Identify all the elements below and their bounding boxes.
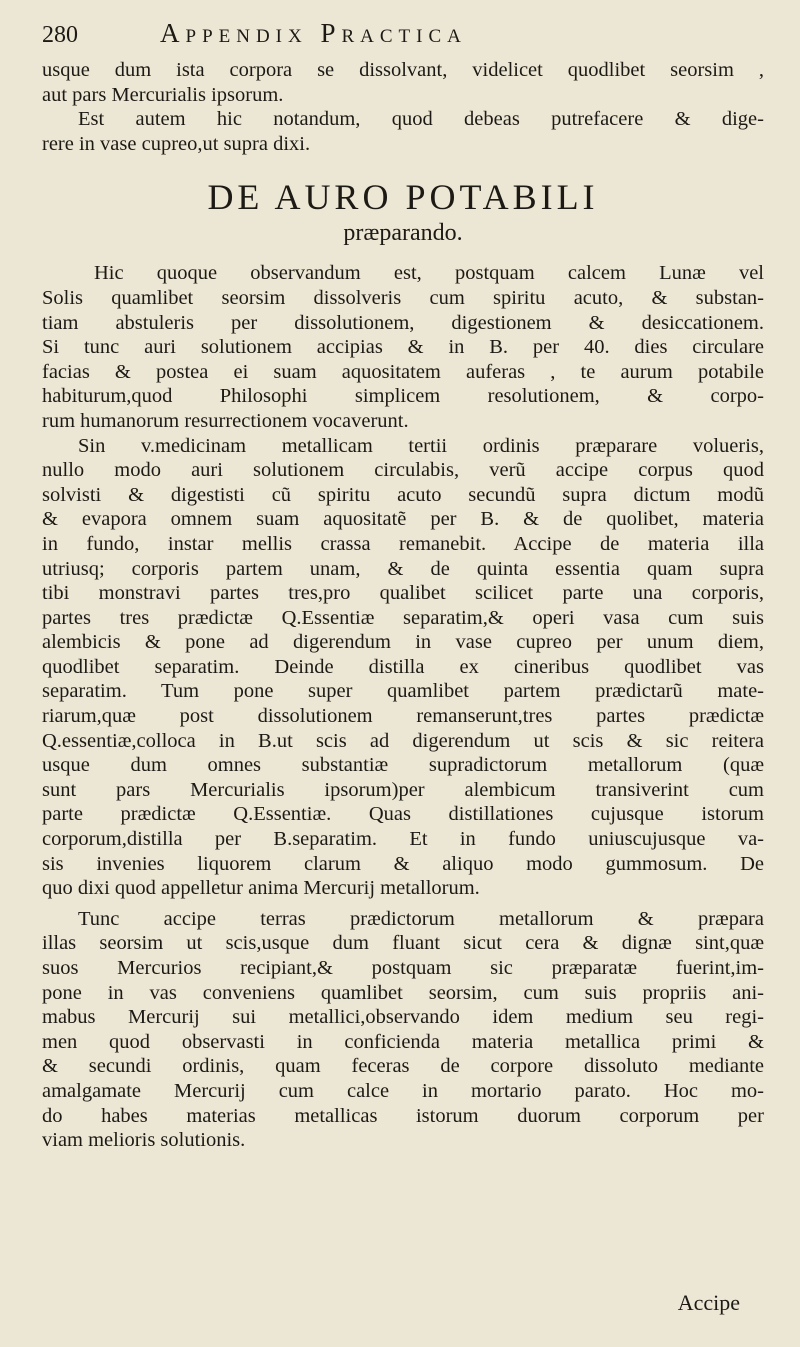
paragraph-3 (42, 907, 764, 1153)
text-line: sunt pars Mercurialis ipsorum)per alembicum transiverint cum (42, 778, 764, 801)
text-line: utriusq; corporis partem unam, & de quinta essentia quam supra (42, 557, 764, 580)
text-line: habiturum,quod Philosophi simplicem resolutionem, & corpo- (42, 385, 764, 408)
text-line: viam melioris solutionis. (42, 1129, 246, 1152)
section-title: DE AURO POTABILI (207, 177, 599, 218)
text-line: illas seorsim ut scis,usque dum fluant sicut cera & dignæ sint,quæ (42, 932, 764, 955)
text-line: amalgamate Mercurij cum calce in mortario parato. Hoc mo- (42, 1079, 764, 1102)
text-line: partes tres prædictæ Q.Essentiæ separatim,& operi vasa cum suis (42, 606, 764, 629)
page-header (42, 18, 764, 58)
intro-text (42, 58, 764, 156)
running-head: Appendix Practica (160, 18, 467, 48)
page-number: 280 (42, 22, 78, 48)
text-line: Tunc accipe terras prædictorum metallorum & præpara (78, 907, 764, 930)
text-line: quodlibet separatim. Deinde distilla ex cineribus quodlibet vas (42, 655, 764, 678)
text-line: tiam abstuleris per dissolutionem, digestionem & desiccationem. (42, 311, 764, 334)
text-line: & secundi ordinis, quam feceras de corpore dissoluto mediante (42, 1055, 764, 1078)
text-line: corporum,distilla per B.separatim. Et in fundo uniuscujusque va- (42, 828, 764, 851)
catchword: Accipe (677, 1290, 740, 1315)
section-subtitle: præparando. (343, 220, 463, 247)
text-line: & evapora omnem suam aquositatẽ per B. & de quolibet, materia (42, 508, 764, 531)
text-line: solvisti & digestisti cũ spiritu acuto secundũ supra dictum modũ (42, 483, 764, 506)
text-line: riarum,quæ post dissolutionem remanserunt,tres partes prædictæ (42, 705, 764, 728)
text-line: suos Mercurios recipiant,& postquam sic præparatæ fuerint,im- (42, 957, 764, 979)
text-line: facias & postea ei suam aquositatem auferas , te aurum potabile (42, 360, 764, 383)
paragraph-2 (42, 434, 764, 901)
text-line: Q.essentiæ,colloca in B.ut scis ad digerendum ut scis & sic reitera (42, 729, 764, 752)
text-line: men quod observasti in conficienda materia metallica primi & (42, 1030, 764, 1053)
text-line: pone in vas conveniens quamlibet seorsim, cum suis propriis ani- (42, 981, 764, 1004)
text-line: Sin v.medicinam metallicam tertii ordinis præparare volueris, (78, 434, 764, 457)
text-line: separatim. Tum pone super quamlibet partem prædictarũ mate- (42, 680, 764, 703)
text-line: rere in vase cupreo,ut supra dixi. (42, 132, 311, 155)
text-line: do habes materias metallicas istorum duorum corporum per (42, 1104, 764, 1127)
text-line: Est autem hic notandum, quod debeas putrefacere & dige- (78, 108, 764, 131)
text-line: Si tunc auri solutionem accipias & in B. per 40. dies circulare (42, 336, 764, 359)
text-line: tibi monstravi partes tres,pro qualibet scilicet parte una corporis, (42, 582, 764, 605)
text-line: sis invenies liquorem clarum & aliquo modo gummosum. De (42, 852, 764, 875)
text-line: usque dum omnes substantiæ supradictorum metallorum (quæ (42, 754, 764, 777)
text-line: quo dixi quod appelletur anima Mercurij metallorum. (42, 877, 480, 900)
text-line: aut pars Mercurialis ipsorum. (42, 83, 284, 106)
text-line: nullo modo auri solutionem circulabis, verũ accipe corpus quod (42, 459, 764, 482)
text-line: usque dum ista corpora se dissolvant, videlicet quodlibet seorsim , (42, 59, 764, 81)
text-line: in fundo, instar mellis crassa remanebit. Accipe de materia illa (42, 532, 764, 555)
text-line: rum humanorum resurrectionem vocaverunt. (42, 409, 409, 432)
text-line: parte prædictæ Q.Essentiæ. Quas distillationes cujusque istorum (42, 803, 764, 826)
text-line: Solis quamlibet seorsim dissolveris cum spiritu acuto, & substan- (42, 286, 764, 309)
paragraph-1 (42, 261, 764, 433)
text-line: alembicis & pone ad digerendum in vase cupreo per unum diem, (42, 631, 764, 654)
text-line: mabus Mercurij sui metallici,observando idem medium seu regi- (42, 1006, 764, 1029)
text-line: Hic quoque observandum est, postquam calcem Lunæ vel (94, 262, 764, 285)
